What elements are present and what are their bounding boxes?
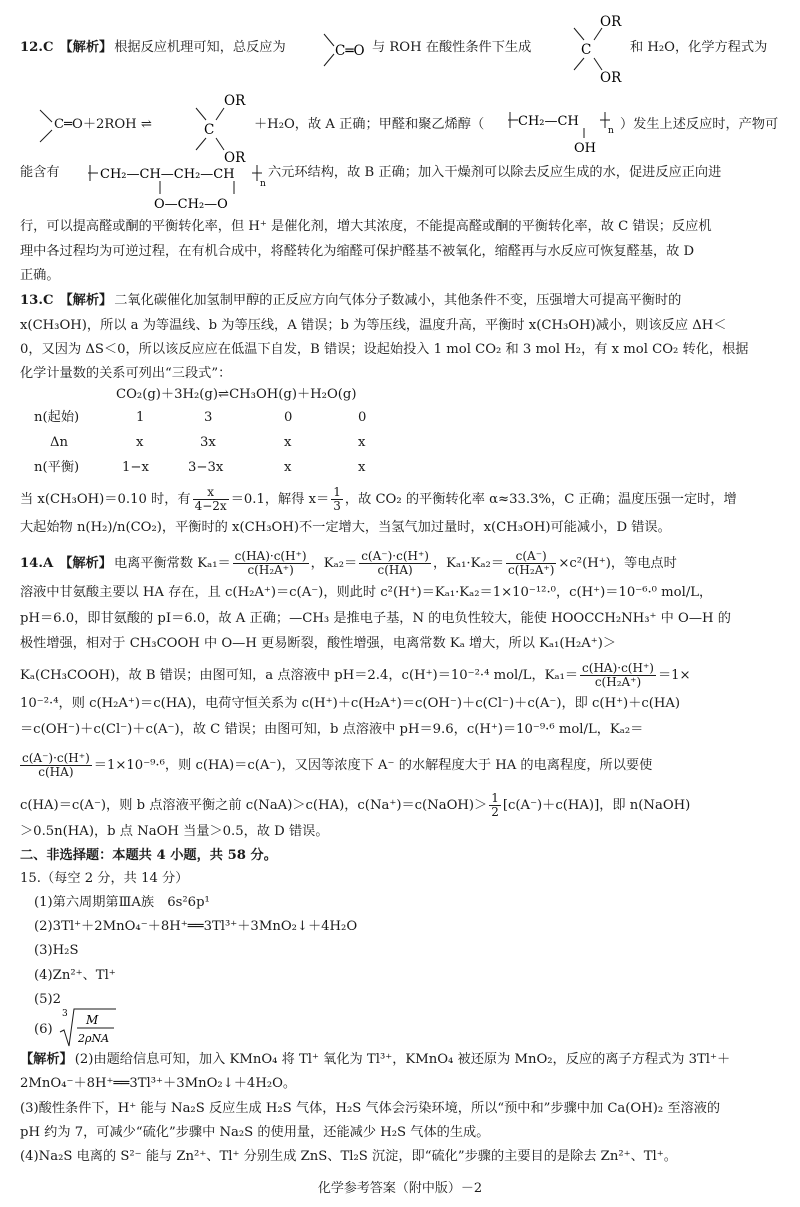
q15-explain-5: (4)Na₂S 电离的 S²⁻ 能与 Zn²⁺、Tl⁺ 分别生成 ZnS、Tl₂S 沉淀，即“硫化”步骤的主要目的是除去 Zn²⁺、Tl⁺。 — [20, 1149, 677, 1164]
q14-line-6: 10⁻²·⁴，则 c(H₂A⁺)＝c(HA)，电荷守恒关系为 c(H⁺)＋c(H₂A⁺)＝c(OH⁻)＋c(Cl⁻)＋c(A⁻)，即 c(H⁺)＋c(HA) — [20, 696, 681, 711]
q12-line-1: 12.C 【解析】 根据反应机理可知，总反应为 — [20, 40, 286, 55]
q12-line-3b: 六元环结构，故 B 正确；加入干燥剂可以除去反应生成的水，促进反应正向进 — [268, 165, 722, 180]
acetal-structure-1 — [568, 6, 632, 90]
q13-line-2: x(CH₃OH)，所以 a 为等温线、b 为等压线，A 错误；b 为等压线，温度升高，平衡时 x(CH₃OH)减小，则该反应 ΔH＜ — [20, 318, 727, 333]
q12-eq-left: C═O＋2ROH ⇌ — [54, 117, 152, 132]
q15-explain-4: pH 约为 7，可减少“硫化”步骤中 Na₂S 的使用量，还能减少 H₂S 气体的生成。 — [20, 1125, 490, 1140]
fraction: $\frac{c(HA)\cdot c(H^+)}{\text{c(H₂A⁺)}}$ — [234, 549, 307, 577]
q12-line-4: 行，可以提高醛或酮的平衡转化率，但 H⁺ 是催化剂，增大其浓度，不能提高醛或酮的平衡转化率，故 C 错误；反应机 — [20, 219, 712, 234]
carbonyl-text: C═O — [335, 43, 365, 59]
q15-answer-1: (1)第六周期第ⅢA族 6s²6p¹ — [34, 895, 210, 910]
q12-number: 12.C — [20, 40, 54, 55]
q12-line-5: 理中各过程均为可逆过程，在有机合成中，将醛转化为缩醛可保护醛基不被氧化，缩醛再与水反应可恢复醛基，故 D — [20, 244, 695, 259]
q14-analysis-tag: 【解析】 — [59, 556, 112, 571]
q14-line-7: ＝c(OH⁻)＋c(Cl⁻)＋c(A⁻)，故 C 错误；由图可知，b 点溶液中 pH＝9.6，c(H⁺)＝10⁻⁹·⁶ mol/L，Kₐ₂＝ — [20, 722, 644, 737]
q12-analysis-tag: 【解析】 — [59, 40, 113, 55]
q14-line-3: pH＝6.0，即甘氨酸的 pI＝6.0，故 A 正确；—CH₃ 是推电子基，N 的电负性较大，能使 HOOCCH₂NH₃⁺ 中 O—H 的 — [20, 611, 731, 626]
q13-line-1: 13.C 【解析】 二氧化碳催化加氢制甲醇的正反应方向气体分子数减小，其他条件不变，压强增大可提高平衡时的 — [20, 293, 682, 308]
q15-analysis-tag: 【解析】 — [20, 1052, 73, 1067]
q14-line-5: Kₐ(CH₃COOH)，故 B 错误；由图可知，a 点溶液中 pH＝2.4，c(H⁺)＝10⁻²·⁴ mol/L，Kₐ₁＝ $\frac{c(HA)\cdot c(H^+)}{\text{c(H₂A⁺)}}$ ＝1× — [20, 661, 691, 689]
svg-text:C: C — [204, 122, 215, 138]
q15-explain-1: 【解析】 (2)由题给信息可知，加入 KMnO₄ 将 Tl⁺ 氧化为 Tl³⁺，KMnO₄ 被还原为 MnO₂，反应的离子方程式为 3Tl⁺＋ — [20, 1052, 731, 1067]
page-footer: 化学参考答案（附中版）－2 — [317, 1181, 483, 1196]
svg-text:O—CH₂—O: O—CH₂—O — [154, 197, 228, 212]
svg-text:OR: OR — [600, 70, 622, 86]
q13-number: 13.C — [20, 293, 54, 308]
q14-line-2: 溶液中甘氨酸主要以 HA 存在，且 c(H₂A⁺)＝c(A⁻)，则此时 c²(H⁺)＝Kₐ₁·Kₐ₂＝1×10⁻¹²·⁰，c(H⁺)＝10⁻⁶·⁰ mol/L， — [20, 585, 713, 600]
q13-equation: CO₂(g)＋3H₂(g)⇌CH₃OH(g)＋H₂O(g) — [116, 387, 357, 402]
q14-line-8: $\frac{c(A^-)\cdot c(H^+)}{c(HA)}$ ＝1×10⁻⁹·⁶，则 c(HA)＝c(A⁻)，又因等浓度下 A⁻ 的水解程度大于 HA 的电离程度，所以要使 — [22, 751, 653, 779]
svg-text:C: C — [581, 42, 592, 58]
q12-line-1c: 和 H₂O，化学方程式为 — [630, 40, 768, 55]
fraction: $\frac{1}{3}$ — [333, 485, 341, 513]
svg-text:3: 3 — [62, 1009, 68, 1019]
q15-header: 15.（每空 2 分，共 14 分） — [20, 871, 189, 886]
q12-eq-right: ＋H₂O，故 A 正确；甲醛和聚乙烯醇（ — [254, 117, 485, 132]
svg-text:n: n — [260, 179, 266, 189]
q13-line-5: 当 x(CH₃OH)＝0.10 时，有 $\frac{x}{4-2x}$ ＝0.1，解得 x＝ $\frac{1}{3}$ ，故 CO₂ 的平衡转化率 α≈33.3%，C 正确；温度压强一定时，增 — [20, 485, 737, 513]
q15-explain-3: (3)酸性条件下，H⁺ 能与 Na₂S 反应生成 H₂S 气体，H₂S 气体会污染环境，所以“预中和”步骤中加 Ca(OH)₂ 至溶液的 — [20, 1101, 721, 1116]
svg-text:n: n — [608, 126, 614, 136]
q15-answer-6: (6) — [34, 1022, 53, 1037]
q15-answer-5: (5)2 — [34, 992, 62, 1007]
svg-text:CH₂—CH: CH₂—CH — [518, 114, 579, 129]
svg-text:2ρNA: 2ρNA — [78, 1032, 110, 1045]
fraction: $\frac{c(A^-)\cdot c(H^+)}{c(HA)}$ — [22, 751, 90, 779]
q12-line-1b: 与 ROH 在酸性条件下生成 — [372, 40, 532, 55]
fraction: $\frac{c(HA)\cdot c(H^+)}{\text{c(H₂A⁺)}}$ — [582, 661, 654, 689]
q14-line-10: ＞0.5n(HA)，b 点 NaOH 当量＞0.5，故 D 错误。 — [20, 824, 329, 839]
svg-text:OR: OR — [224, 93, 246, 109]
q13-line-3: 0，又因为 ΔS＜0，所以该反应应在低温下自发，B 错误；设起始投入 1 mol CO₂ 和 3 mol H₂，有 x mol CO₂ 转化，根据 — [20, 342, 749, 357]
cyclic-acetal-structure — [84, 152, 354, 214]
fraction: $\frac{1}{2}$ — [491, 791, 499, 819]
q15-answer-2: (2)3Tl⁺＋2MnO₄⁻＋8H⁺══3Tl³⁺＋3MnO₂↓＋4H₂O — [34, 919, 358, 934]
q14-line-4: 极性增强，相对于 CH₃COOH 中 O—H 更易断裂，酸性增强，电离常数 Kₐ 增大，所以 Kₐ₁(H₂A⁺)＞ — [20, 636, 617, 651]
section-heading: 二、非选择题：本题共 4 小题，共 58 分。 — [20, 848, 277, 863]
q12-line-2b: ）发生上述反应时，产物可 — [620, 117, 779, 132]
q14-line-9: c(HA)＝c(A⁻)，则 b 点溶液平衡之前 c(NaA)＞c(HA)，c(Na⁺)＝c(NaOH)＞ $\frac{1}{2}$ [c(A⁻)＋c(HA)]，即 n(NaOH) — [20, 791, 691, 819]
svg-text:OH: OH — [574, 141, 596, 156]
fraction: $\frac{x}{4-2x}$ — [194, 485, 227, 513]
q15-explain-2: 2MnO₄⁻＋8H⁺══3Tl³⁺＋3MnO₂↓＋4H₂O。 — [20, 1076, 297, 1091]
svg-text:M: M — [86, 1013, 99, 1027]
svg-text:OR: OR — [600, 14, 622, 30]
q15-answer-4: (4)Zn²⁺、Tl⁺ — [34, 968, 116, 983]
svg-text:CH₂—CH—CH₂—CH: CH₂—CH—CH₂—CH — [100, 167, 235, 182]
q12-line-3a: 能含有 — [20, 165, 60, 180]
carbonyl-structure — [320, 30, 380, 70]
q13-analysis-tag: 【解析】 — [59, 293, 113, 308]
q12-line-6: 正确。 — [20, 268, 60, 283]
fraction: $\frac{c(A^-)\cdot c(H^+)}{c(HA)}$ — [361, 549, 429, 577]
answer-page: 12.C 【解析】 根据反应机理可知，总反应为 C═O 与 ROH 在酸性条件下生成 C OR OR 和 H₂O，化学方程式为 C═O＋2ROH ⇌ C OR OR ＋H₂O，故 A 正确；甲醛和聚乙烯醇（ CH₂—CH n OH ）发生上述反应时，产物可 能含有 CH₂—CH—CH₂—CH n O—CH₂—O 六元环结构，故 B 正确；加入干燥剂可以除去反应生成的水，促进反应正向进 行，可以提高醛或酮的平衡转化率，但 H⁺ 是催化剂，增大其浓度，不能提高醛或酮的平衡转化率，故 C 错误；反应机 理中各过程均为可逆过程，在有机合成中，将醛转化为缩醛可保护醛基不被氧化，缩醛再与水反应可恢复醛基，故 D 正确。 13.C 【解析】 二氧化碳催化加氢制甲醇的正反应方向气体分子数减小，其他条件不变，压强增大可提高平衡时的 x(CH₃OH)，所以 a 为等温线、b 为等压线，A 错误；b 为等压线，温度升高，平衡时 x(CH₃OH)减小，则该反应 ΔH＜ 0，又因为 ΔS＜0，所以该反应应在低温下自发，B 错误；设起始投入 1 mol CO₂ 和 3 mol H₂，有 x mol CO₂ 转化，根据 化学计量数的关系可列出“三段式”： CO₂(g)＋3H₂(g)⇌CH₃OH(g)＋H₂O(g) n(起始) 1 3 0 0 Δn x 3x x x n(平衡) 1−x 3−3x x x 当 x(CH₃OH)＝0.10 时，有 $\frac{x}{4-2x}$ ＝0.1，解得 x＝ $\frac{1}{3}$ ，故 CO₂ 的平衡转化率 α≈33.3%，C 正确；温度压强一定时，增 大起始物 n(H₂)/n(CO₂)，平衡时的 x(CH₃OH)不一定增大，当氢气加过量时，x(CH₃OH)可能减小，D 错误。 14.A 【解析】 电离平衡常数 Kₐ₁＝ $\frac{c(HA)\cdot c(H^+)}{\text{c(H₂A⁺)}}$ ，Kₐ₂＝ $\frac{c(A^-)\cdot c(H^+)}{c(HA)}$ ，Kₐ₁·Kₐ₂＝ $\frac{c(A^-)}{\text{c(H₂A⁺)}}$ ×c²(H⁺)，等电点时 溶液中甘氨酸主要以 HA 存在，且 c(H₂A⁺)＝c(A⁻)，则此时 c²(H⁺)＝Kₐ₁·Kₐ₂＝1×10⁻¹²·⁰，c(H⁺)＝10⁻⁶·⁰ mol/L， pH＝6.0，即甘氨酸的 pI＝6.0，故 A 正确；—CH₃ 是推电子基，N 的电负性较大，能使 HOOCCH₂NH₃⁺ 中 O—H 的 极性增强，相对于 CH₃COOH 中 O—H 更易断裂，酸性增强，电离常数 Kₐ 增大，所以 Kₐ₁(H₂A⁺)＞ Kₐ(CH₃COOH)，故 B 错误；由图可知，a 点溶液中 pH＝2.4，c(H⁺)＝10⁻²·⁴ mol/L，Kₐ₁＝ $\frac{c(HA)\cdot c(H^+)}{\text{c(H₂A⁺)}}$ ＝1× 10⁻²·⁴，则 c(H₂A⁺)＝c(HA)，电荷守恒关系为 c(H⁺)＋c(H₂A⁺)＝c(OH⁻)＋c(Cl⁻)＋c(A⁻)，即 c(H⁺)＋c(HA) ＝c(OH⁻)＋c(Cl⁻)＋c(A⁻)，故 C 错误；由图可知，b 点溶液中 pH＝9.6，c(H⁺)＝10⁻⁹·⁶ mol/L，Kₐ₂＝ $\frac{c(A^-)\cdot c(H^+)}{c(HA)}$ ＝1×10⁻⁹·⁶，则 c(HA)＝c(A⁻)，又因等浓度下 A⁻ 的水解程度大于 HA 的电离程度，所以要使 c(HA)＝c(A⁻)，则 b 点溶液平衡之前 c(NaA)＞c(HA)，c(Na⁺)＝c(NaOH)＞ $\frac{1}{2}$ [c(A⁻)＋c(HA)]，即 n(NaOH) ＞0.5n(HA)，b 点 NaOH 当量＞0.5，故 D 错误。 二、非选择题：本题共 4 小题，共 58 分。 15.（每空 2 分，共 14 分） (1)第六周期第ⅢA族 6s²6p¹ (2)3Tl⁺＋2MnO₄⁻＋8H⁺══3Tl³⁺＋3MnO₂↓＋4H₂O (3)H₂S (4)Zn²⁺、Tl⁺ (5)2 (6) 3 M 2ρNA 【解析】 (2)由题给信息可知，加入 KMnO₄ 将 Tl⁺ 氧化为 Tl³⁺，KMnO₄ 被还原为 MnO₂，反应的离子方程式为 3Tl⁺＋ 2MnO₄⁻＋8H⁺══3Tl³⁺＋3MnO₂↓＋4H₂O。 (3)酸性条件下，H⁺ 能与 Na₂S 反应生成 H₂S 气体，H₂S 气体会污染环境，所以“预中和”步骤中加 Ca(OH)₂ 至溶液的 pH 约为 7，可减少“硫化”步骤中 Na₂S 的使用量，还能减少 H₂S 气体的生成。 (4)Na₂S 电离的 S²⁻ 能与 Zn²⁺、Tl⁺ 分别生成 ZnS、Tl₂S 沉淀，即“硫化”步骤的主要目的是除去 Zn²⁺、Tl⁺。 化学参考答案（附中版）－2 — [0, 0, 800, 1207]
fraction: $\frac{c(A^-)}{\text{c(H₂A⁺)}}$ — [508, 549, 555, 577]
svg-text:OR: OR — [224, 150, 246, 166]
q13-line-6: 大起始物 n(H₂)/n(CO₂)，平衡时的 x(CH₃OH)不一定增大，当氢气加过量时，x(CH₃OH)可能减小，D 错误。 — [20, 520, 671, 535]
q14-number: 14.A — [20, 556, 54, 571]
q14-line-1: 14.A 【解析】 电离平衡常数 Kₐ₁＝ $\frac{c(HA)\cdot c(H^+)}{\text{c(H₂A⁺)}}$ ，Kₐ₂＝ $\frac{c(A^-)\cdot c(H^+)}{c(HA)}$ ，Kₐ₁·Kₐ₂＝ $\frac{c(A^-)}{\text{c(H₂A⁺)}}$ ×c²(H⁺)，等电点时 — [20, 549, 677, 577]
q13-line-4: 化学计量数的关系可列出“三段式”： — [20, 366, 232, 381]
cube-root-expression — [58, 1006, 118, 1050]
q15-answer-3: (3)H₂S — [34, 943, 79, 958]
pva-structure — [504, 100, 622, 158]
